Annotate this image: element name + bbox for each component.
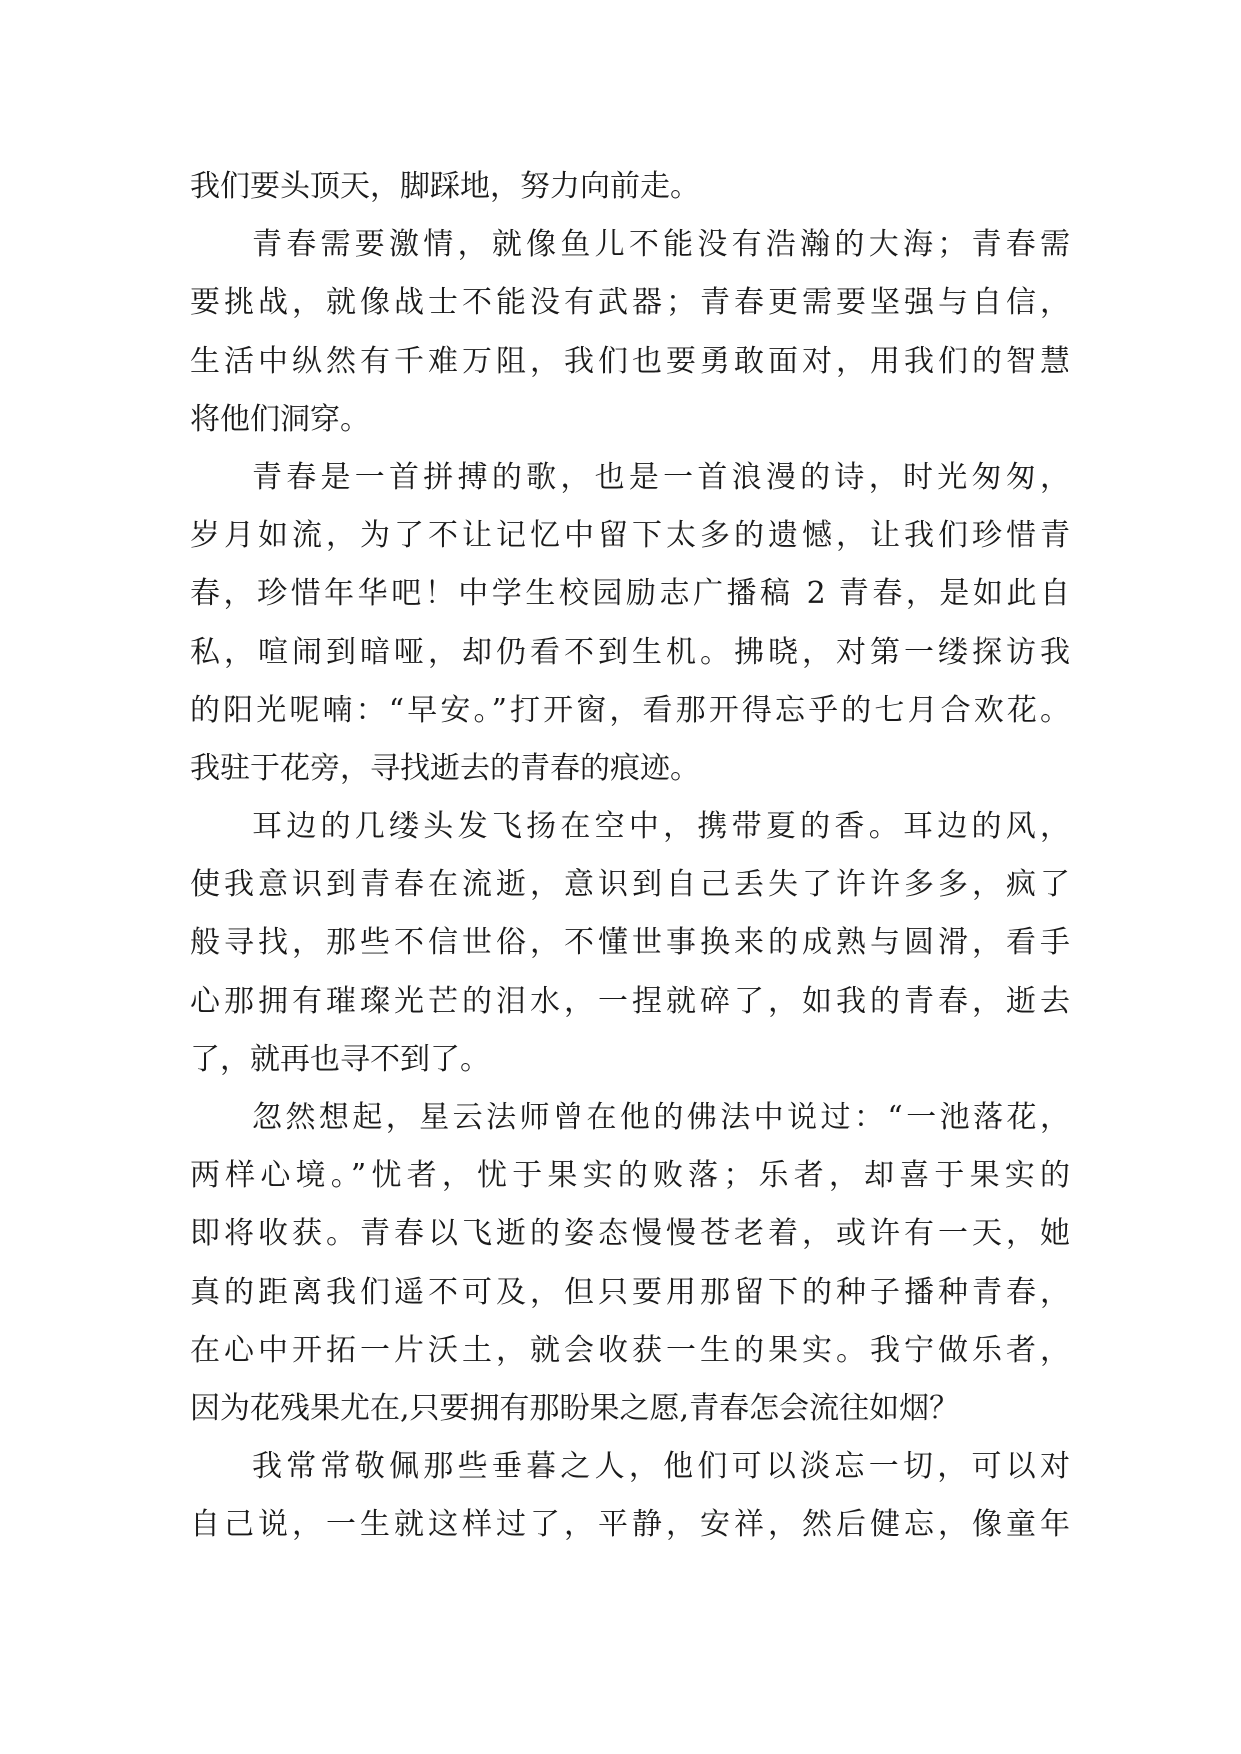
text-line: 因为花残果尤在,只要拥有那盼果之愿,青春怎会流往如烟？	[190, 1390, 960, 1426]
text-line: 私，喧闹到暗哑，却仍看不到生机。拂晓，对第一缕探访我	[190, 634, 1070, 670]
text-line: 青春需要激情，就像鱼儿不能没有浩瀚的大海；青春需	[252, 227, 1070, 263]
text-line: 即将收获。青春以飞逝的姿态慢慢苍老着，或许有一天，她	[190, 1216, 1070, 1252]
text-line: 耳边的几缕头发飞扬在空中，携带夏的香。耳边的风，	[252, 809, 1070, 845]
text-line: 我常常敬佩那些垂暮之人，他们可以淡忘一切，可以对	[252, 1449, 1070, 1485]
text-line: 将他们洞穿。	[190, 401, 370, 437]
text-line: 春，珍惜年华吧！中学生校园励志广播稿 2 青春，是如此自	[190, 576, 1070, 612]
text-line: 心那拥有璀璨光芒的泪水，一捏就碎了，如我的青春，逝去	[190, 983, 1070, 1019]
text-line: 忽然想起，星云法师曾在他的佛法中说过：“一池落花，	[252, 1100, 1070, 1135]
text-line: 了，就再也寻不到了。	[190, 1041, 490, 1077]
text-line: 使我意识到青春在流逝，意识到自己丢失了许许多多，疯了	[190, 867, 1070, 903]
text-line: 我驻于花旁，寻找逝去的青春的痕迹。	[190, 750, 700, 786]
text-line: 真的距离我们遥不可及，但只要用那留下的种子播种青春，	[190, 1274, 1070, 1310]
text-line: 自己说，一生就这样过了，平静，安祥，然后健忘，像童年	[190, 1507, 1070, 1543]
text-line: 要挑战，就像战士不能没有武器；青春更需要坚强与自信，	[190, 285, 1070, 321]
text-line: 青春是一首拼搏的歌，也是一首浪漫的诗，时光匆匆，	[252, 459, 1070, 495]
text-line: 在心中开拓一片沃土，就会收获一生的果实。我宁做乐者，	[190, 1332, 1070, 1368]
document-body	[190, 158, 1070, 1555]
text-line: 的阳光呢喃：“早安。”打开窗，看那开得忘乎的七月合欢花。	[190, 692, 1070, 728]
text-line: 生活中纵然有千难万阻，我们也要勇敢面对，用我们的智慧	[190, 343, 1070, 379]
text-line: 我们要头顶天，脚踩地，努力向前走。	[190, 169, 700, 204]
text-line: 般寻找，那些不信世俗，不懂世事换来的成熟与圆滑，看手	[190, 925, 1070, 961]
text-line: 两样心境。”忧者，忧于果实的败落；乐者，却喜于果实的	[190, 1158, 1070, 1194]
text-line: 岁月如流，为了不让记忆中留下太多的遗憾，让我们珍惜青	[190, 518, 1070, 554]
